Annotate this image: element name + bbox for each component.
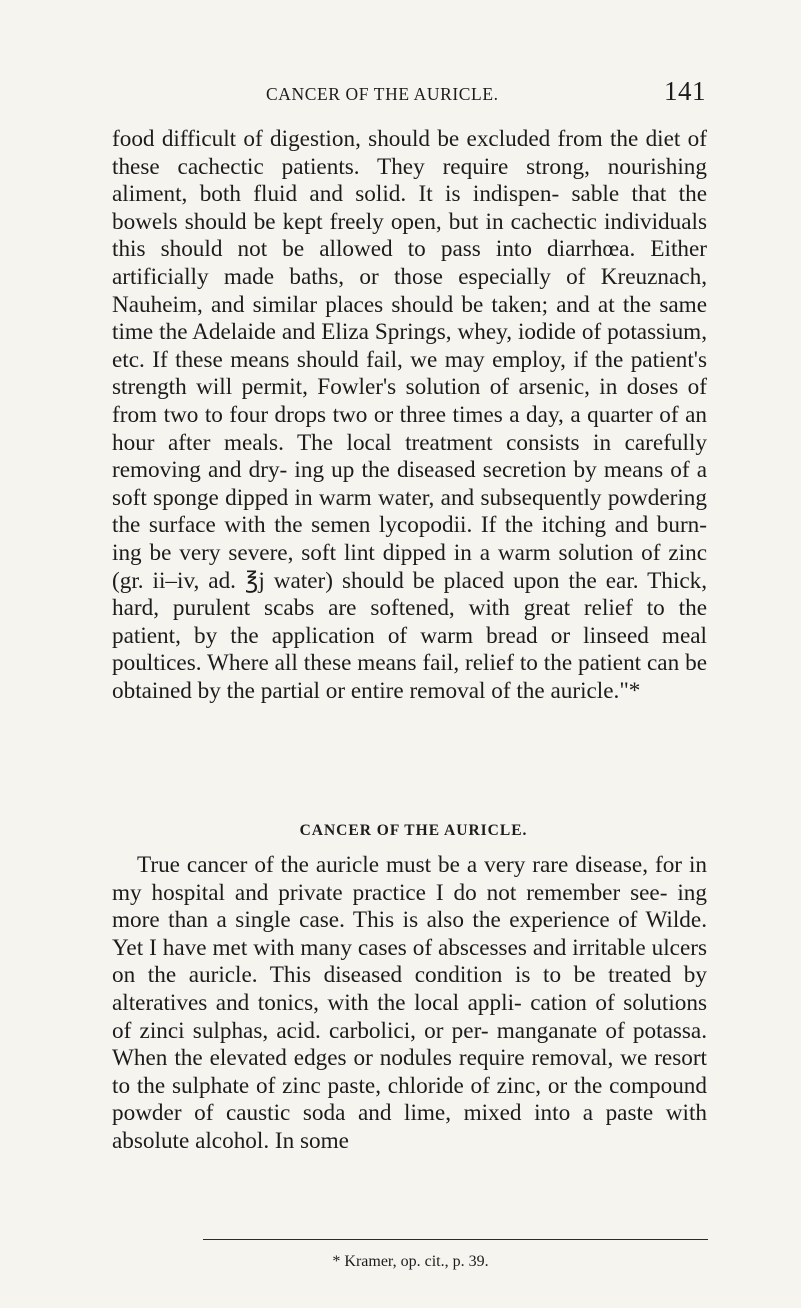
paragraph-cancer-of-auricle: True cancer of the auricle must be a very rare disease, for in my hospital and private practice I do not remember see- ing more than a single case. This is also the experience of Wilde. Yet I have met with many cases of abscesses and irritable ulcers on the auricle. This diseased condition is to be treated by alteratives and tonics, with the local appli- cation of solutions of zinci sulphas, acid. carbolici, or per- manganate of potassa. When the elevated edges or nodules require removal, we resort to the sulphate of zinc paste, chloride of zinc, or the compound powder of caustic soda and lime, mixed into a paste with absolute alcohol. In some: [112, 852, 707, 1154]
section-heading: CANCER OF THE AURICLE.: [299, 822, 528, 839]
footnote-divider: [203, 1239, 708, 1240]
running-head: [266, 78, 706, 108]
paragraph-continued: food difficult of digestion, should be excluded from the diet of these cachectic patients. They require strong, nourishing aliment, both fluid and solid. It is indispen- sable that the bowels should be kept freely open, but in cachectic individuals this should not be allowed to pass into diarrhœa. Either artificially made baths, or those especially of Kreuznach, Nauheim, and similar places should be taken; and at the same time the Adelaide and Eliza Springs, whey, iodide of potassium, etc. If these means should fail, we may employ, if the patient's strength will permit, Fowler's solution of arsenic, in doses of from two to four drops two or three times a day, a quarter of an hour after meals. The local treatment consists in carefully removing and dry- ing up the diseased secretion by means of a soft sponge dipped in warm water, and subsequently powdering the surface with the semen lycopodii. If the itching and burn- ing be very severe, soft lint dipped in a warm solution of zinc (gr. ii–iv, ad. ℥j water) should be placed upon the ear. Thick, hard, purulent scabs are softened, with great relief to the patient, by the application of warm bread or linseed meal poultices. Where all these means fail, relief to the patient can be obtained by the partial or entire removal of the auricle."*: [112, 126, 707, 704]
running-title: CANCER OF THE AURICLE.: [266, 84, 499, 104]
footnote: * Kramer, op. cit., p. 39.: [332, 1253, 489, 1270]
page-number: 141: [664, 76, 706, 106]
